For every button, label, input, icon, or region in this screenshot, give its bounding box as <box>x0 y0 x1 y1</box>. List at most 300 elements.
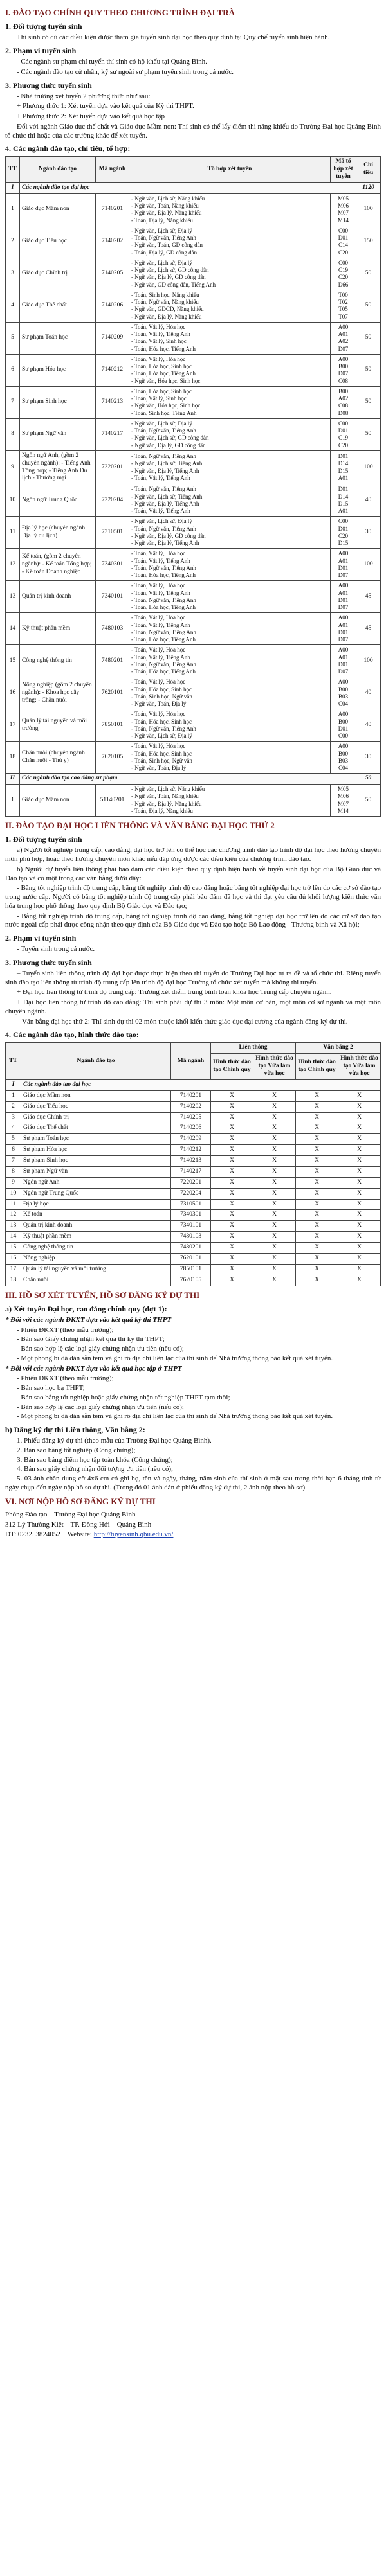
col-program: Ngành đào tạo <box>21 1043 171 1080</box>
row-tt: 3 <box>6 1112 21 1123</box>
section-1-sub2-line: - Các ngành đào tạo cử nhân, kỹ sư ngoài sư phạm tuyển sinh trong cả nước. <box>17 67 234 76</box>
table-row <box>6 226 381 258</box>
combo-code: A00 <box>338 550 349 557</box>
row-tt: 6 <box>6 354 20 386</box>
combo-code: D07 <box>338 604 349 610</box>
row-program: Giáo dục Chính trị <box>21 1112 171 1123</box>
row-program: Địa lý học <box>21 1199 171 1210</box>
combo-code: D01 <box>338 661 349 668</box>
combo-code: A01 <box>338 557 349 564</box>
combo-code: M05 <box>337 195 349 202</box>
combo-line: - Toán, Ngữ văn, Tiếng Anh <box>131 427 196 434</box>
table-row <box>6 1112 381 1123</box>
combo-code: C14 <box>338 242 348 249</box>
combo-line: - Toán, Hóa học, Tiếng Anh <box>131 572 196 578</box>
row-tt: 4 <box>6 290 20 322</box>
combo-line: - Toán, Vật lý, Hóa học <box>131 711 186 718</box>
col-tt: TT <box>6 157 20 183</box>
combo-code: T07 <box>338 313 348 320</box>
combo-line: - Toán, Vật lý, Hóa học <box>131 550 186 557</box>
combo-code: C20 <box>338 249 348 256</box>
combo-code: C00 <box>338 259 348 266</box>
combo-line: - Toán, Ngữ văn, Tiếng Anh <box>131 453 196 459</box>
row-mark: X <box>253 1210 296 1221</box>
combo-code: D07 <box>338 345 349 352</box>
row-tt: 3 <box>6 258 20 290</box>
row-code: 7140202 <box>96 226 129 258</box>
row-combo-codes <box>331 193 356 226</box>
row-mark: X <box>253 1177 296 1188</box>
row-code: 7620105 <box>96 742 129 774</box>
row-code: 7140202 <box>171 1101 211 1112</box>
row-code: 7310501 <box>171 1199 211 1210</box>
group-row-university: I Các ngành đào tạo đại học <box>6 1079 381 1090</box>
combo-code: A00 <box>338 355 349 362</box>
table-row <box>6 1090 381 1101</box>
combo-line: - Toán, Hóa học, Tiếng Anh <box>131 345 196 352</box>
section-6-title: VI. NƠI NỘP HỒ SƠ ĐĂNG KÝ DỰ THI <box>5 1496 156 1506</box>
section-1-title: I. ĐÀO TẠO CHÍNH QUY THEO CHƯƠNG TRÌNH ĐẠI TRÀ <box>5 8 235 17</box>
row-quota: 100 <box>356 450 381 484</box>
col-code: Mã ngành <box>96 157 129 183</box>
row-mark: X <box>211 1188 253 1199</box>
combo-line: - Ngữ văn, Lịch sử, Địa lý <box>131 733 192 739</box>
row-tt: 4 <box>6 1123 21 1134</box>
row-code: 7620101 <box>96 677 129 709</box>
combo-line: - Ngữ văn, Hóa học, Sinh học <box>131 377 201 384</box>
row-mark: X <box>338 1210 381 1221</box>
combo-line: - Toán, Hóa học, Tiếng Anh <box>131 370 196 377</box>
row-code: 7140212 <box>171 1145 211 1156</box>
row-code: 7220201 <box>171 1177 211 1188</box>
row-tt: 5 <box>6 1134 21 1145</box>
combo-code: A00 <box>338 646 349 653</box>
row-code: 7140209 <box>96 322 129 354</box>
combo-code: C20 <box>338 274 348 281</box>
combo-line: - Ngữ văn, Địa lý, Năng khiếu <box>131 800 202 807</box>
combo-code: B00 <box>338 686 348 693</box>
combo-line: - Toán, Vật lý, Sinh học <box>131 395 187 402</box>
row-combos <box>129 418 331 450</box>
row-program: Kỹ thuật phần mềm <box>21 1232 171 1243</box>
row-code: 7850101 <box>96 709 129 742</box>
contact-line: Phòng Đào tạo – Trường Đại học Quảng Bình <box>5 1510 136 1518</box>
table-row <box>6 517 381 549</box>
combo-line: - Toán, Địa lý, Năng khiếu <box>131 217 193 224</box>
table-row <box>6 484 381 517</box>
row-code: 7620105 <box>171 1275 211 1286</box>
combo-line: - Toán, Vật lý, Tiếng Anh <box>131 508 190 514</box>
row-program: Công nghệ thông tin <box>20 645 96 677</box>
combo-line: - Toán, Địa lý, GD công dân <box>131 249 198 256</box>
table-row <box>6 322 381 354</box>
row-program: Giáo dục Thể chất <box>21 1123 171 1134</box>
combo-line: - Toán, Vật lý, Hóa học <box>131 582 186 589</box>
group-label: Các ngành đào tạo đại học <box>20 182 356 193</box>
row-mark: X <box>211 1210 253 1221</box>
list-item: - Phiếu ĐKXT (theo mẫu trường); <box>17 1374 114 1383</box>
table-row <box>6 1177 381 1188</box>
combo-line: - Ngữ văn, Toán, GD công dân <box>131 242 203 249</box>
section-1-sub3-line: + Phương thức 1: Xét tuyển dựa vào kết quả của Kỳ thi THPT. <box>17 102 194 111</box>
combo-line: - Ngữ văn, Địa lý, Tiếng Anh <box>131 540 199 546</box>
section-2-para: – Văn bằng đại học thứ 2: Thí sinh dự thi 02 môn thuộc khối kiến thức giáo dục đại cương của ngành đăng ký dự thi. <box>17 1017 348 1026</box>
col-combo-codes: Mã tổ hợp xét tuyển <box>331 157 356 183</box>
combo-line: - Ngữ văn, Toán, Năng khiếu <box>131 202 199 209</box>
table-row <box>6 645 381 677</box>
group-label: Các ngành đào tạo đại học <box>21 1079 381 1090</box>
combo-line: - Toán, Sinh học, Ngữ văn <box>131 693 192 700</box>
combo-code: C20 <box>338 441 348 449</box>
combo-line: - Toán, Vật lý, Hóa học <box>131 646 186 653</box>
combo-line: - Toán, Vật lý, Hóa học <box>131 614 186 621</box>
row-mark: X <box>253 1101 296 1112</box>
combo-code: D01 <box>338 453 349 459</box>
row-quota: 50 <box>356 418 381 450</box>
combo-code: A00 <box>338 323 349 330</box>
row-mark: X <box>253 1134 296 1145</box>
table-row <box>6 1123 381 1134</box>
list-item: 1. Phiếu đăng ký dự thi (theo mẫu của Trường Đại học Quảng Bình). <box>17 1437 212 1444</box>
row-mark: X <box>296 1210 338 1221</box>
row-combo-codes <box>331 290 356 322</box>
section-3-a-title: a) Xét tuyển Đại học, cao đẳng chính quy (đợt 1): <box>5 1304 167 1313</box>
row-mark: X <box>296 1166 338 1177</box>
row-combos <box>129 258 331 290</box>
row-mark: X <box>296 1243 338 1254</box>
row-program: Nông nghiệp (gồm 2 chuyên ngành): - Khoa học cây trồng; - Chăn nuôi <box>20 677 96 709</box>
row-program: Giáo dục Mầm non <box>21 1090 171 1101</box>
row-code: 7340101 <box>171 1221 211 1232</box>
combo-line: - Ngữ văn, Lịch sử, GD công dân <box>131 267 209 273</box>
combo-code: B00 <box>338 363 348 369</box>
combo-line: - Toán, Ngữ văn, Tiếng Anh <box>131 628 196 635</box>
row-combos <box>129 709 331 742</box>
table-row <box>6 1264 381 1275</box>
row-mark: X <box>296 1090 338 1101</box>
table-row <box>6 785 381 817</box>
combo-code: C19 <box>338 267 348 273</box>
combo-line: - Ngữ văn, Toán, Địa lý <box>131 765 187 771</box>
combo-line: - Toán, Vật lý, Sinh học <box>131 338 187 345</box>
row-program: Ngôn ngữ Trung Quốc <box>20 484 96 517</box>
section-2-para: a) Người tốt nghiệp trung cấp, cao đẳng, đại học trở lên có thể học các chương trình đào tạo trình độ đại học theo hướng chuyên môn phù hợp, hoặc theo hướng chuyên môn khác nếu đáp ứng được các điều kiện của chương trình đào tạo. <box>5 846 381 864</box>
combo-code: M07 <box>337 209 349 217</box>
list-item: - Bản sao bằng tốt nghiệp hoặc giấy chứng nhận tốt nghiệp THPT tạm thời; <box>17 1393 230 1401</box>
row-mark: X <box>211 1199 253 1210</box>
table-row <box>6 1243 381 1254</box>
row-code: 7620101 <box>171 1253 211 1264</box>
combo-line: - Toán, Hóa học, Tiếng Anh <box>131 668 196 675</box>
row-mark: X <box>296 1264 338 1275</box>
list-item: 5. 03 ảnh chân dung cỡ 4x6 cm có ghi họ, tên và ngày, tháng, năm sinh của thí sinh ở mặt sau trong thời hạn 6 tháng tính từ ngày chụp đến ngày nộp hồ sơ dự thi. (Trong đó 01 ảnh dán ở phiếu đăng ký dự thi, 2 ảnh nộp theo hồ sơ). <box>5 1475 381 1491</box>
row-mark: X <box>253 1275 296 1286</box>
combo-code: A02 <box>338 395 349 402</box>
combo-line: - Toán, Ngữ văn, Tiếng Anh <box>131 564 196 571</box>
section-2-title: II. ĐÀO TẠO ĐẠI HỌC LIÊN THÔNG VÀ VĂN BẰNG ĐẠI HỌC THỨ 2 <box>5 821 275 831</box>
row-combo-codes <box>331 645 356 677</box>
combo-code: D07 <box>338 636 349 643</box>
row-tt: 11 <box>6 1199 21 1210</box>
combo-code: C08 <box>338 402 348 409</box>
row-quota: 100 <box>356 193 381 226</box>
combo-code: M06 <box>337 793 349 800</box>
table-row <box>6 258 381 290</box>
combo-code: D07 <box>338 370 349 377</box>
combo-line: - Toán, Hóa học, Sinh học <box>131 686 192 693</box>
row-mark: X <box>296 1232 338 1243</box>
section-1-sub3-line: - Nhà trường xét tuyển 2 phương thức như sau: <box>17 92 151 100</box>
row-quota: 50 <box>356 258 381 290</box>
group-total: 50 <box>356 774 381 785</box>
row-mark: X <box>296 1188 338 1199</box>
forms-table <box>5 1042 381 1286</box>
combo-line: - Toán, Ngữ văn, Tiếng Anh <box>131 596 196 603</box>
combo-code: D01 <box>338 235 349 241</box>
col-mode: Hình thức đào tạo Chính quy <box>211 1054 253 1080</box>
row-mark: X <box>253 1145 296 1156</box>
row-tt: 18 <box>6 742 20 774</box>
row-mark: X <box>253 1156 296 1167</box>
combo-code: C04 <box>338 765 348 771</box>
row-tt: 10 <box>6 484 20 517</box>
row-program: Giáo dục Chính trị <box>20 258 96 290</box>
combo-code: D01 <box>338 427 349 434</box>
row-program: Địa lý học (chuyên ngành Địa lý du lịch) <box>20 517 96 549</box>
section-1-sub3-title: 3. Phương thức tuyển sinh <box>5 80 92 90</box>
combo-code: M14 <box>337 217 349 224</box>
combo-line: - Toán, Ngữ văn, Tiếng Anh <box>131 486 196 493</box>
row-mark: X <box>211 1156 253 1167</box>
row-combos <box>129 450 331 484</box>
row-code: 7140209 <box>171 1134 211 1145</box>
list-item: 4. Bản sao giấy chứng nhận đối tượng ưu tiên (nếu có); <box>17 1465 174 1473</box>
combo-line: - Toán, Ngữ văn, Tiếng Anh <box>131 235 196 241</box>
row-quota: 50 <box>356 354 381 386</box>
table-row <box>6 386 381 418</box>
section-3-b-title: b) Đăng ký dự thi Liên thông, Văn bằng 2: <box>5 1425 145 1434</box>
section-2-sub2-title: 2. Phạm vi tuyển sinh <box>5 934 77 943</box>
combo-line: - Toán, Vật lý, Hóa học <box>131 679 186 686</box>
combo-line: - Toán, Ngữ văn, Tiếng Anh <box>131 661 196 668</box>
section-3-note: * Đối với các ngành ĐKXT dựa vào kết quả học tập ở THPT <box>5 1364 182 1372</box>
combo-code: D66 <box>338 281 349 288</box>
combo-line: - Toán, Hóa học, Sinh học <box>131 363 192 369</box>
row-combo-codes <box>331 484 356 517</box>
table-row <box>6 1275 381 1286</box>
combo-code: B00 <box>338 387 348 395</box>
combo-line: - Toán, Hóa học, Sinh học <box>131 750 192 757</box>
combo-line: - Ngữ văn, Lịch sử, Tiếng Anh <box>131 460 203 467</box>
row-combos <box>129 645 331 677</box>
combo-code: B03 <box>338 757 348 764</box>
list-item: 3. Bản sao bảng điểm học tập toàn khóa (Công chứng); <box>17 1455 173 1464</box>
row-quota: 40 <box>356 484 381 517</box>
row-code: 7340301 <box>171 1210 211 1221</box>
combo-line: - Ngữ văn, Lịch sử, Năng khiếu <box>131 786 205 793</box>
combo-code: C04 <box>338 700 348 707</box>
row-code: 7480103 <box>96 613 129 645</box>
combo-code: D08 <box>338 409 349 416</box>
contact-block <box>5 1511 381 1540</box>
combo-code: A00 <box>338 679 349 686</box>
row-mark: X <box>296 1134 338 1145</box>
section-2-para: - Bằng tốt nghiệp trình độ trung cấp, bằng tốt nghiệp trình độ cao đẳng hoặc bằng tốt nghiệp đại học trở lên do các cơ sở đào tạo trong nước cấp. Người có bằng tốt nghiệp trình độ trung cấp phải bảo đảm đã học và thi đạt yêu cầu đủ khối lượng kiến thức văn hóa trung học phổ thông theo quy định Bộ Giáo dục và Đào tạo; <box>5 884 381 910</box>
row-mark: X <box>296 1253 338 1264</box>
list-item: - Bản sao Giấy chứng nhận kết quả thi kỳ thi THPT; <box>17 1335 165 1344</box>
row-tt: 15 <box>6 645 20 677</box>
row-program: Giáo dục Tiểu học <box>21 1101 171 1112</box>
row-code: 7220204 <box>171 1188 211 1199</box>
row-mark: X <box>253 1221 296 1232</box>
combo-line: - Toán, Địa lý, Năng khiếu <box>131 807 193 814</box>
row-mark: X <box>338 1188 381 1199</box>
row-mark: X <box>211 1145 253 1156</box>
combo-code: A01 <box>338 653 349 661</box>
table-row <box>6 549 381 581</box>
combo-code: M06 <box>337 202 349 209</box>
row-quota: 50 <box>356 785 381 817</box>
row-program: Sư phạm Ngữ văn <box>20 418 96 450</box>
table-row <box>6 742 381 774</box>
row-code: 7140217 <box>96 418 129 450</box>
row-mark: X <box>253 1243 296 1254</box>
combo-code: A01 <box>338 589 349 596</box>
section-3-note: * Đối với các ngành ĐKXT dựa vào kết quả kỳ thi THPT <box>5 1315 172 1324</box>
row-tt: 5 <box>6 322 20 354</box>
row-quota: 150 <box>356 226 381 258</box>
row-combos <box>129 354 331 386</box>
section-2-sub2-text: - Tuyển sinh trong cả nước. <box>17 945 95 954</box>
row-combo-codes <box>331 742 356 774</box>
row-mark: X <box>211 1243 253 1254</box>
row-program: Công nghệ thông tin <box>21 1243 171 1254</box>
row-tt: 14 <box>6 613 20 645</box>
row-code: 7140206 <box>171 1123 211 1134</box>
combo-code: A00 <box>338 614 349 621</box>
row-combos <box>129 613 331 645</box>
website-link[interactable]: http://tuyensinh.qbu.edu.vn/ <box>93 1531 174 1539</box>
row-quota: 50 <box>356 322 381 354</box>
col-code: Mã ngành <box>171 1043 211 1080</box>
row-combo-codes <box>331 386 356 418</box>
table-row <box>6 1253 381 1264</box>
row-tt: 1 <box>6 193 20 226</box>
section-2-para: + Đại học liên thông từ trình độ cao đẳng: Thí sinh phải dự thi 3 môn: Một môn cơ bản, một môn cơ sở ngành và một môn chuyên ngành. <box>5 999 381 1015</box>
row-quota: 45 <box>356 613 381 645</box>
row-tt: 1 <box>6 1090 21 1101</box>
row-mark: X <box>296 1101 338 1112</box>
row-mark: X <box>253 1199 296 1210</box>
col-group-lienthong: Liên thông <box>211 1043 296 1054</box>
row-mark: X <box>253 1090 296 1101</box>
combo-code: C00 <box>338 733 348 739</box>
combo-code: C20 <box>338 532 348 539</box>
row-mark: X <box>338 1275 381 1286</box>
col-mode: Hình thức đào tạo Vừa làm vừa học <box>338 1054 381 1080</box>
row-program: Kỹ thuật phần mềm <box>20 613 96 645</box>
row-mark: X <box>296 1112 338 1123</box>
phone-text: ĐT: 0232. 3824052 <box>5 1531 60 1539</box>
row-mark: X <box>338 1264 381 1275</box>
row-tt: 2 <box>6 1101 21 1112</box>
row-mark: X <box>211 1123 253 1134</box>
combo-line: - Ngữ văn, Địa lý, GD công dân <box>131 441 206 449</box>
docs-list <box>5 1326 381 1364</box>
row-mark: X <box>296 1221 338 1232</box>
row-tt: 8 <box>6 418 20 450</box>
list-item: - Bản sao học bạ THPT; <box>17 1384 85 1392</box>
contact-line: 312 Lý Thường Kiệt – TP. Đồng Hới – Quảng Bình <box>5 1520 152 1529</box>
row-tt: 8 <box>6 1166 21 1177</box>
row-program: Quản trị kinh doanh <box>21 1221 171 1232</box>
section-1-sub1-title: 1. Đối tượng tuyển sinh <box>5 22 82 31</box>
row-tt: 6 <box>6 1145 21 1156</box>
row-code: 7340101 <box>96 581 129 613</box>
row-mark: X <box>296 1275 338 1286</box>
row-quota: 50 <box>356 290 381 322</box>
row-code: 7140217 <box>171 1166 211 1177</box>
col-tt: TT <box>6 1043 21 1080</box>
combo-code: C00 <box>338 420 348 427</box>
row-mark: X <box>338 1123 381 1134</box>
combo-line: - Ngữ văn, Địa lý, Năng khiếu <box>131 209 202 217</box>
combo-line: - Ngữ văn, Lịch sử, Địa lý <box>131 420 192 427</box>
combo-line: - Toán, Vật lý, Tiếng Anh <box>131 474 190 481</box>
section-1-sub3-line: Đối với ngành Giáo dục thể chất và Giáo dục Mầm non: Thí sinh có thể lấy điểm thi năng khiếu do Trường Đại học Quảng Bình tổ chức thi hoặc của các trường khác để xét tuyển. <box>5 122 381 139</box>
combo-code: D15 <box>338 500 349 507</box>
row-mark: X <box>338 1090 381 1101</box>
section-3-title: III. HỒ SƠ XÉT TUYỂN, HỒ SƠ ĐĂNG KÝ DỰ THI <box>5 1290 200 1300</box>
row-mark: X <box>253 1123 296 1134</box>
combo-code: A01 <box>338 331 349 337</box>
row-mark: X <box>338 1166 381 1177</box>
combo-code: D15 <box>338 540 349 546</box>
table-row <box>6 418 381 450</box>
section-1-sub1-text: Thí sinh có đủ các điều kiện được tham gia tuyển sinh đại học theo quy định tại Quy chế tuyển sinh hiện hành. <box>17 33 330 42</box>
row-mark: X <box>253 1232 296 1243</box>
combo-line: - Toán, Vật lý, Hóa học <box>131 743 186 750</box>
row-mark: X <box>338 1243 381 1254</box>
row-mark: X <box>296 1145 338 1156</box>
table-row <box>6 1166 381 1177</box>
col-mode: Hình thức đào tạo Chính quy <box>296 1054 338 1080</box>
combo-code: M14 <box>337 807 349 814</box>
row-program: Giáo dục Thể chất <box>20 290 96 322</box>
row-program: Sư phạm Hóa học <box>21 1145 171 1156</box>
row-mark: X <box>211 1275 253 1286</box>
row-combo-codes <box>331 354 356 386</box>
combo-line: - Toán, Vật lý, Hóa học <box>131 323 186 330</box>
row-code: 7340301 <box>96 549 129 581</box>
row-program: Chăn nuôi <box>21 1275 171 1286</box>
row-combos <box>129 484 331 517</box>
row-tt: 11 <box>6 517 20 549</box>
row-mark: X <box>253 1112 296 1123</box>
combo-line: - Ngữ văn, Địa lý, Năng khiếu <box>131 313 202 320</box>
row-tt: 15 <box>6 1243 21 1254</box>
row-combos <box>129 581 331 613</box>
row-tt: 7 <box>6 1156 21 1167</box>
table-row <box>6 581 381 613</box>
combo-line: - Ngữ văn, Địa lý, Tiếng Anh <box>131 500 199 507</box>
contact-phone <box>5 1531 381 1540</box>
row-mark: X <box>211 1112 253 1123</box>
programs-table-header <box>6 157 381 183</box>
group-label: Các ngành đào tạo cao đẳng sư phạm <box>20 774 356 785</box>
section-1-sub2-line: - Các ngành sư phạm chỉ tuyển thí sinh có hộ khẩu tại Quảng Bình. <box>17 58 207 66</box>
combo-code: C00 <box>338 227 348 234</box>
